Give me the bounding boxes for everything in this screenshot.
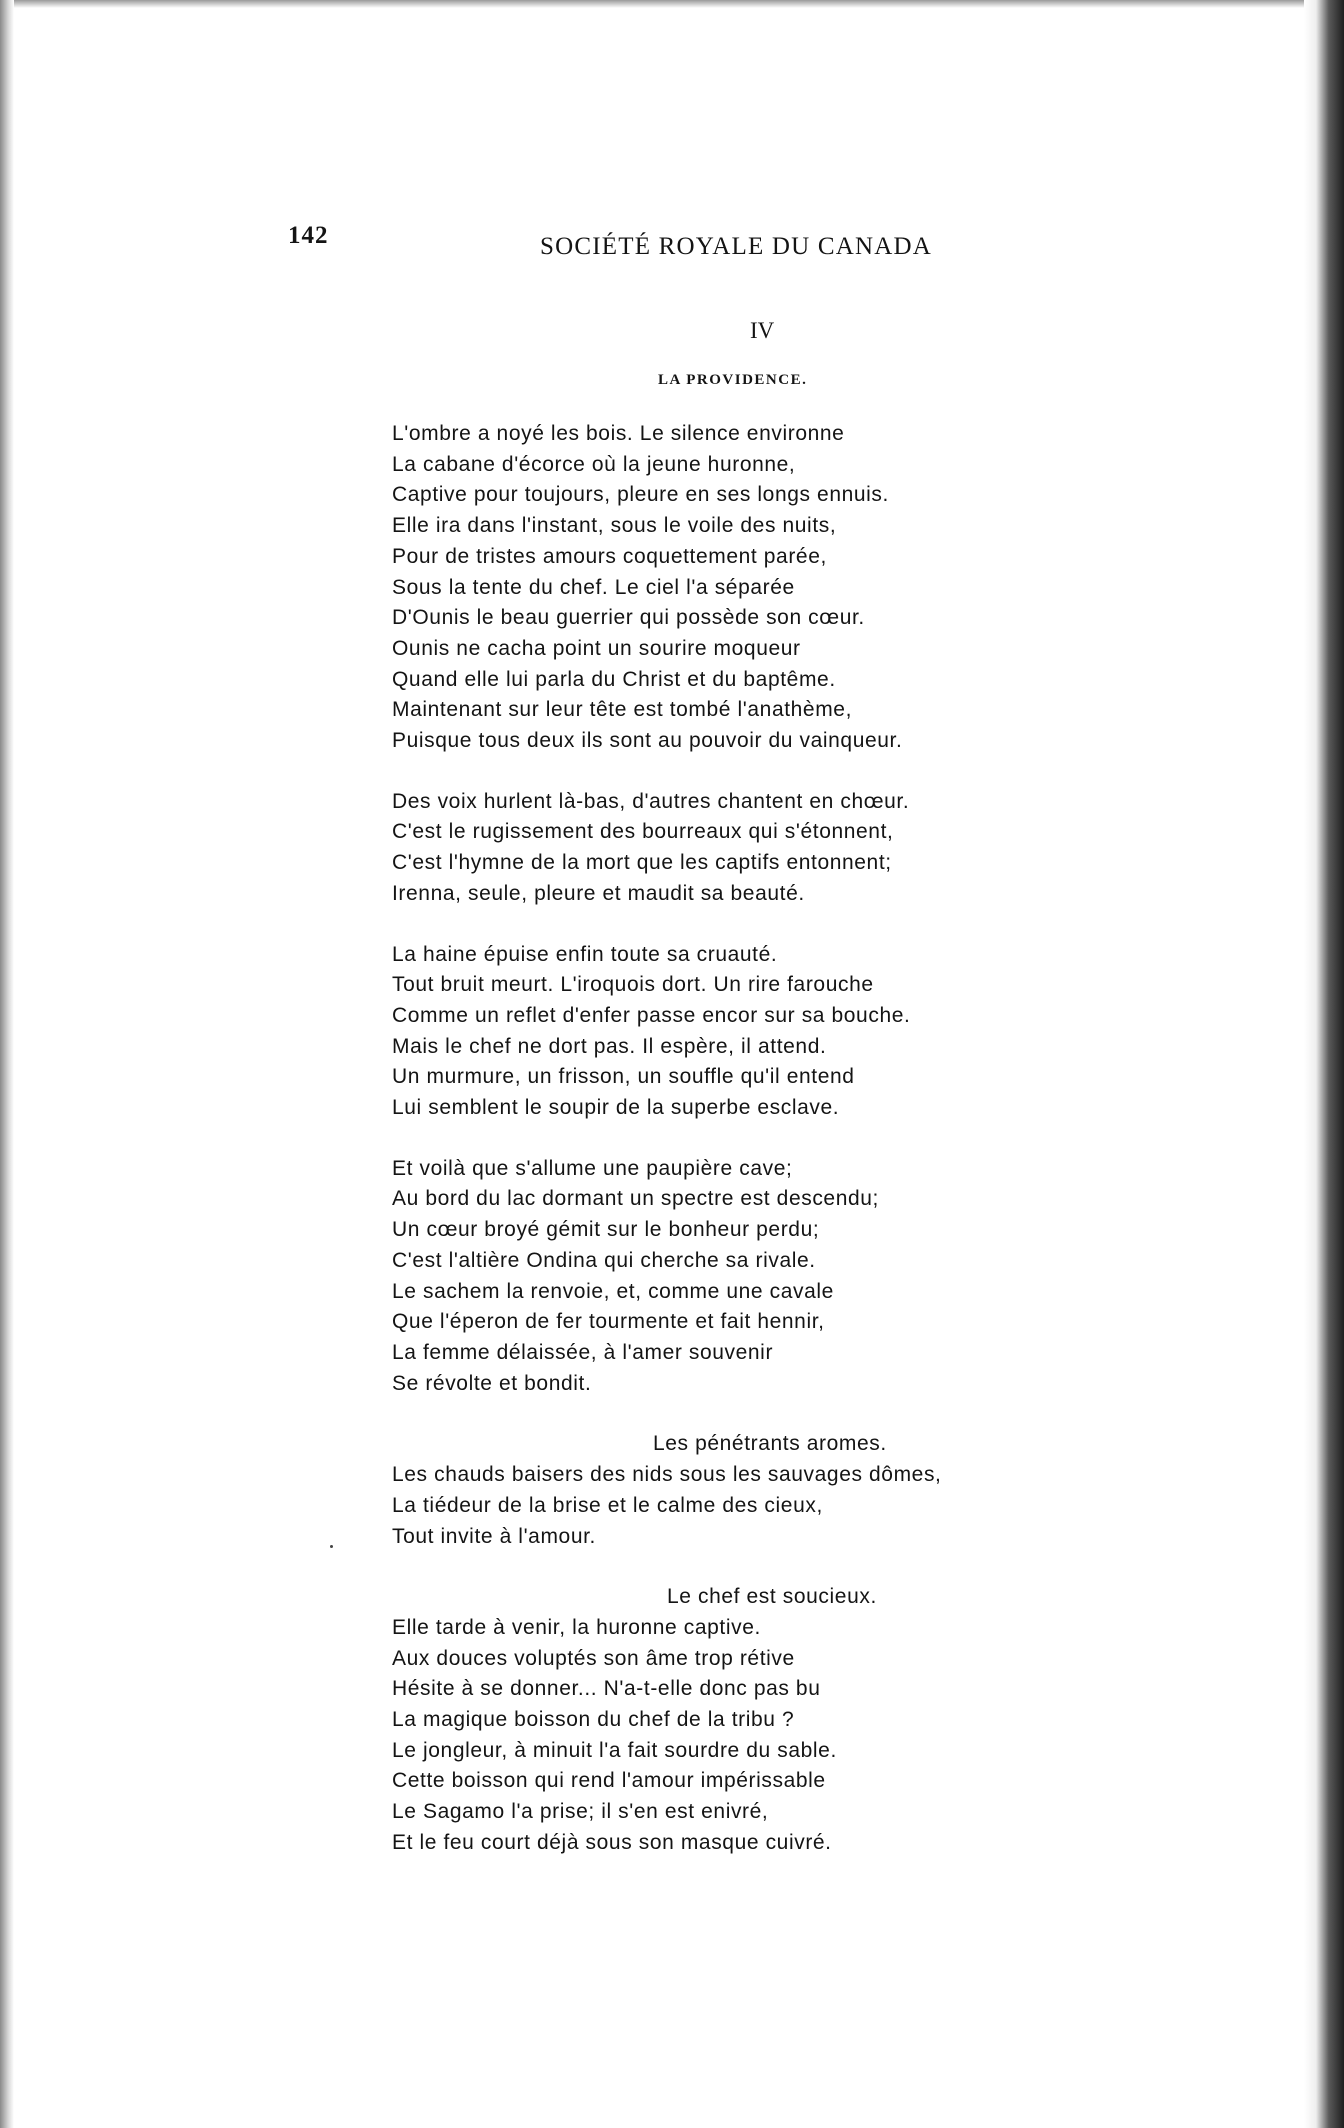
poem-title: LA PROVIDENCE. — [658, 372, 808, 388]
poem-line: Ounis ne cacha point un sourire moqueur — [392, 636, 801, 660]
poem-line: Cette boisson qui rend l'amour impérissable — [392, 1769, 826, 1793]
page-number: 142 — [288, 222, 329, 249]
poem-line: Lui semblent le soupir de la superbe esclave. — [392, 1096, 840, 1120]
stanza — [370, 1154, 1070, 1400]
poem-line: C'est le rugissement des bourreaux qui s'étonnent, — [392, 820, 894, 844]
poem-line: La magique boisson du chef de la tribu ? — [392, 1708, 795, 1732]
poem-line: Et le feu court déjà sous son masque cuivré. — [392, 1830, 832, 1854]
poem-line: La haine épuise enfin toute sa cruauté. — [392, 942, 778, 966]
poem-line: Se révolte et bondit. — [392, 1371, 592, 1395]
poem-line: Le chef est soucieux. — [667, 1585, 877, 1609]
poem-line: Le jongleur, à minuit l'a fait sourdre du sable. — [392, 1738, 837, 1762]
poem-line: Hésite à se donner... N'a-t-elle donc pas bu — [392, 1677, 821, 1701]
poem-line: Et voilà que s'allume une paupière cave; — [392, 1156, 793, 1180]
poem-line: Elle tarde à venir, la huronne captive. — [392, 1615, 761, 1639]
stanza — [370, 940, 1070, 1124]
poem-line: Elle ira dans l'instant, sous le voile des nuits, — [392, 514, 837, 538]
poem-line: Un murmure, un frisson, un souffle qu'il entend — [392, 1065, 855, 1089]
poem-line: Sous la tente du chef. Le ciel l'a séparée — [392, 575, 795, 599]
poem-line: Tout invite à l'amour. — [392, 1524, 596, 1548]
poem-line: Tout bruit meurt. L'iroquois dort. Un rire farouche — [392, 973, 874, 997]
scan-speck — [330, 1545, 333, 1548]
section-number: IV — [750, 318, 775, 343]
poem-line: La femme délaissée, à l'amer souvenir — [392, 1340, 774, 1364]
poem-line: Aux douces voluptés son âme trop rétive — [392, 1646, 795, 1670]
poem-line: La tiédeur de la brise et le calme des cieux, — [392, 1493, 823, 1517]
poem-line: L'ombre a noyé les bois. Le silence environne — [392, 422, 845, 445]
poem-line: Maintenant sur leur tête est tombé l'anathème, — [392, 698, 853, 722]
poem-line: Irenna, seule, pleure et maudit sa beauté. — [392, 881, 805, 905]
poem-line: Les chauds baisers des nids sous les sauvages dômes, — [392, 1463, 942, 1487]
poem-body — [370, 419, 1070, 1889]
scan-right-edge — [1304, 0, 1344, 2128]
poem-line: Quand elle lui parla du Christ et du baptême. — [392, 667, 836, 691]
poem-line: Puisque tous deux ils sont au pouvoir du vainqueur. — [392, 729, 903, 753]
poem-line: Mais le chef ne dort pas. Il espère, il attend. — [392, 1034, 827, 1058]
poem-line: Au bord du lac dormant un spectre est descendu; — [392, 1187, 879, 1211]
poem-line: La cabane d'écorce où la jeune huronne, — [392, 452, 796, 476]
stanza — [370, 787, 1070, 910]
poem-line: Pour de tristes amours coquettement parée, — [392, 544, 827, 568]
stanza — [370, 1429, 1070, 1552]
running-head: SOCIÉTÉ ROYALE DU CANADA — [540, 233, 932, 260]
poem-line: Les pénétrants aromes. — [653, 1432, 887, 1456]
poem-line: Que l'éperon de fer tourmente et fait hennir, — [392, 1310, 825, 1334]
poem-line: Un cœur broyé gémit sur le bonheur perdu; — [392, 1218, 820, 1242]
poem-line: Le Sagamo l'a prise; il s'en est enivré, — [392, 1800, 769, 1824]
poem-line: Comme un reflet d'enfer passe encor sur sa bouche. — [392, 1003, 911, 1027]
poem-line: Des voix hurlent là-bas, d'autres chantent en chœur. — [392, 789, 910, 813]
poem-line: C'est l'hymne de la mort que les captifs entonnent; — [392, 851, 892, 875]
poem-line: C'est l'altière Ondina qui cherche sa rivale. — [392, 1248, 816, 1272]
poem-line: Le sachem la renvoie, et, comme une cavale — [392, 1279, 834, 1303]
stanza — [370, 419, 1070, 757]
poem-line: D'Ounis le beau guerrier qui possède son cœur. — [392, 606, 865, 630]
poem-line: Captive pour toujours, pleure en ses longs ennuis. — [392, 483, 889, 507]
stanza — [370, 1582, 1070, 1858]
